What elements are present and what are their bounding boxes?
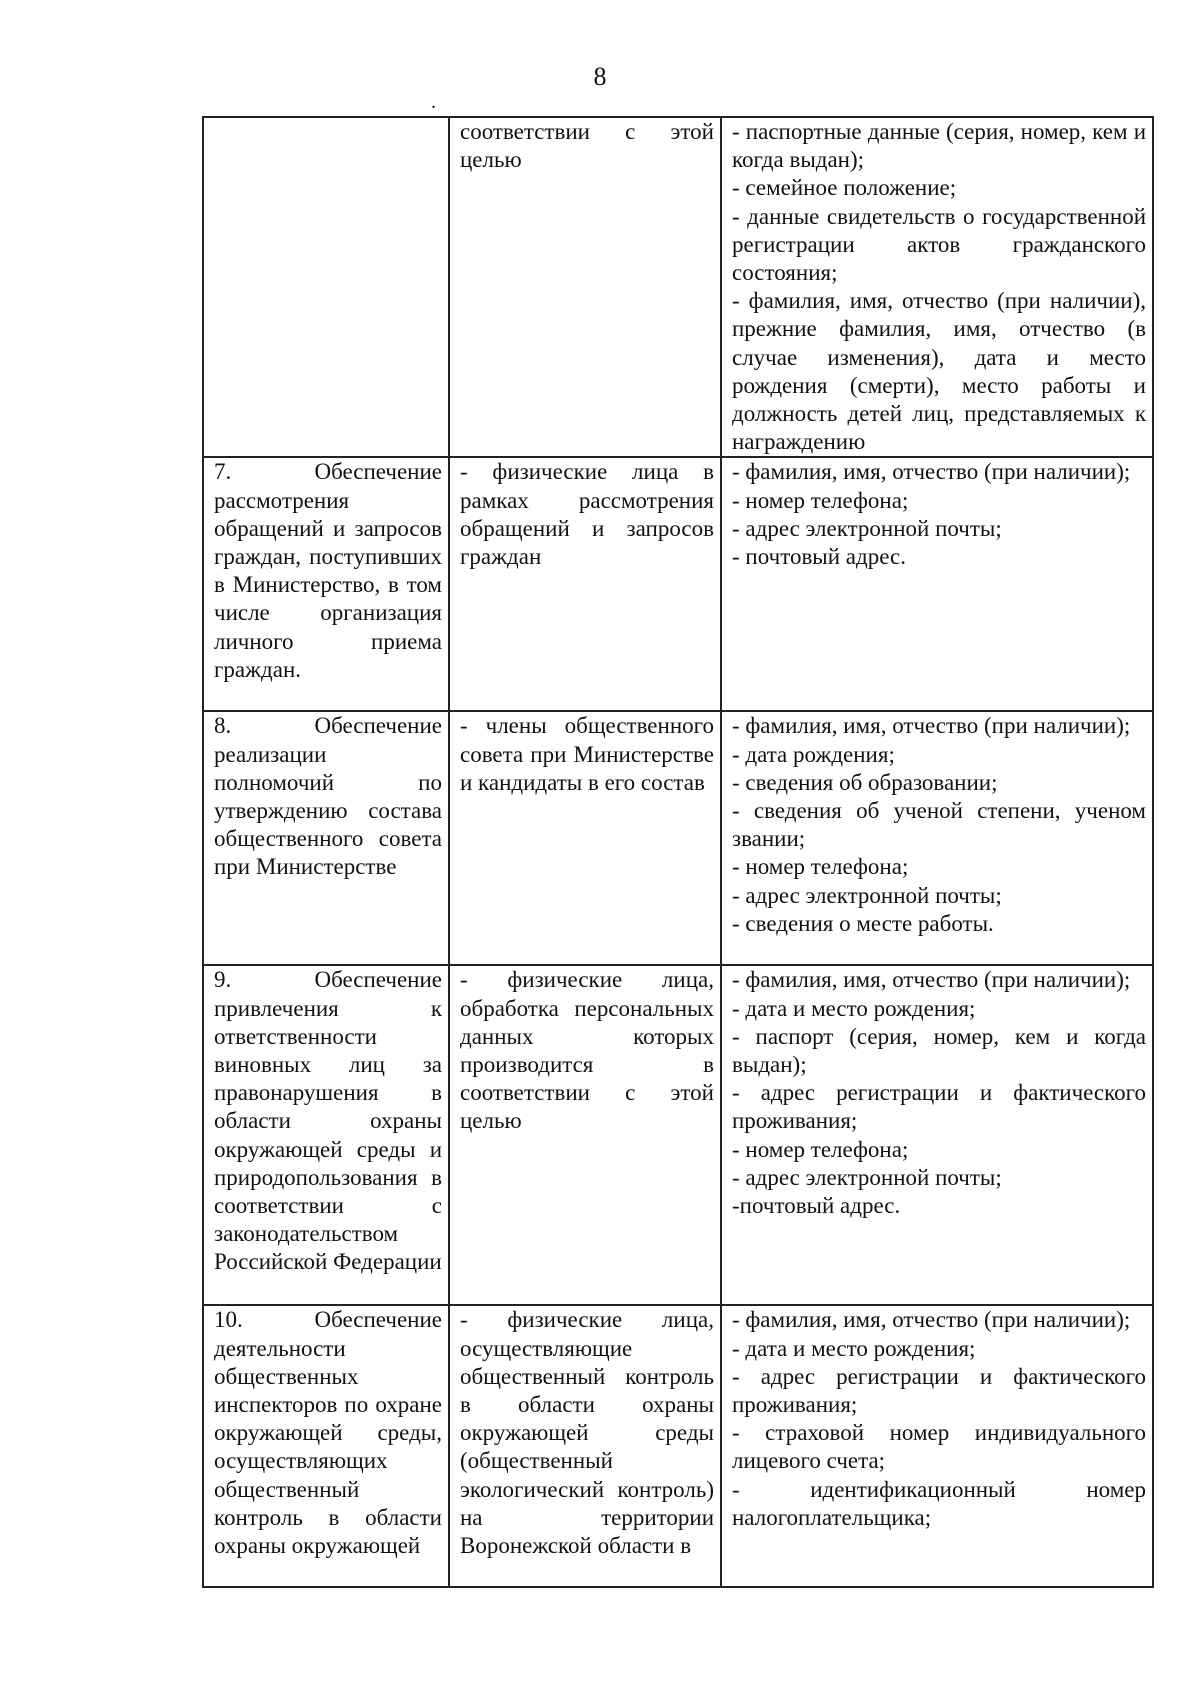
- subjects-cell: - члены общественного совета при Министерстве и кандидаты в его состав: [449, 711, 721, 965]
- stray-mark: .: [431, 91, 436, 113]
- data-item: - идентификационный номер налогоплательщика;: [732, 1476, 1146, 1530]
- data-items-cell: [721, 117, 1153, 457]
- table-row: [203, 965, 1153, 1305]
- table-row: [203, 1305, 1153, 1587]
- purpose-cell: 8. Обеспечение реализации полномочий по утверждению состава общественного совета при Министерстве: [203, 711, 449, 965]
- subjects-cell: - физические лица, обработка персональных данных которых производится в соответствии с этой целью: [449, 965, 721, 1305]
- purpose-cell: 7. Обеспечение рассмотрения обращений и запросов граждан, поступивших в Министерство, в том числе организация личного приема граждан.: [203, 457, 449, 711]
- data-item: - адрес электронной почты;: [732, 1164, 1002, 1190]
- table-row: [203, 117, 1153, 457]
- data-item: - страховой номер индивидуального лицевого счета;: [732, 1420, 1146, 1474]
- data-item: - сведения об ученой степени, ученом звании;: [732, 798, 1146, 852]
- data-item: - паспорт (серия, номер, кем и когда выдан);: [732, 1023, 1146, 1078]
- data-item: - адрес электронной почты;: [732, 882, 1002, 908]
- data-items-cell: [721, 1305, 1153, 1587]
- data-item: - сведения о месте работы.: [732, 910, 994, 936]
- subjects-cell: - физические лица, осуществляющие общественный контроль в области охраны окружающей среды (общественный экологический контроль) на территории Воронежской области в: [449, 1305, 721, 1587]
- subjects-cell: - физические лица в рамках рассмотрения обращений и запросов граждан: [449, 457, 721, 711]
- data-item: - фамилия, имя, отчество (при наличии);: [732, 713, 1131, 739]
- purpose-cell: [203, 117, 449, 457]
- data-item: - данные свидетельств о государственной регистрации актов гражданского состояния;: [732, 203, 1146, 286]
- data-item: - номер телефона;: [732, 1136, 909, 1162]
- data-items-cell: [721, 711, 1153, 965]
- data-items-cell: [721, 457, 1153, 711]
- data-item: - фамилия, имя, отчество (при наличии);: [732, 1307, 1131, 1333]
- data-item: - номер телефона;: [732, 854, 909, 880]
- data-item: - номер телефона;: [732, 487, 909, 513]
- subjects-cell: соответствии с этой целью: [449, 117, 721, 457]
- purpose-cell: 9. Обеспечение привлечения к ответственности виновных лиц за правонарушения в области охраны окружающей среды и природопользования в соответствии с законодательством Российской Федерации: [203, 965, 449, 1305]
- data-item: - фамилия, имя, отчество (при наличии);: [732, 967, 1131, 993]
- data-item: - адрес регистрации и фактического проживания;: [732, 1363, 1146, 1418]
- personal-data-table: [202, 116, 1154, 1588]
- data-item: - дата и место рождения;: [732, 995, 976, 1021]
- table-row: [203, 711, 1153, 965]
- data-item: - адрес регистрации и фактического проживания;: [732, 1080, 1146, 1134]
- table-row: [203, 457, 1153, 711]
- data-item: - паспортные данные (серия, номер, кем и когда выдан);: [732, 119, 1146, 173]
- data-items-cell: [721, 965, 1153, 1305]
- data-item: - дата рождения;: [732, 741, 895, 767]
- data-item: - фамилия, имя, отчество (при наличии), прежние фамилия, имя, отчество (в случае изменения), дата и место рождения (смерти), место работы и должность детей лиц, представляемых к награждению: [732, 288, 1146, 455]
- data-item: - семейное положение;: [732, 175, 957, 201]
- data-item: - фамилия, имя, отчество (при наличии);: [732, 459, 1131, 485]
- data-item: - адрес электронной почты;: [732, 515, 1002, 541]
- data-item: -почтовый адрес.: [732, 1193, 901, 1219]
- data-item: - сведения об образовании;: [732, 769, 998, 795]
- data-item: - почтовый адрес.: [732, 544, 906, 570]
- purpose-cell: 10. Обеспечение деятельности общественных инспекторов по охране окружающей среды, осуществляющих общественный контроль в области охраны окружающей: [203, 1305, 449, 1587]
- page-number: 8: [593, 62, 607, 91]
- data-item: - дата и место рождения;: [732, 1335, 976, 1361]
